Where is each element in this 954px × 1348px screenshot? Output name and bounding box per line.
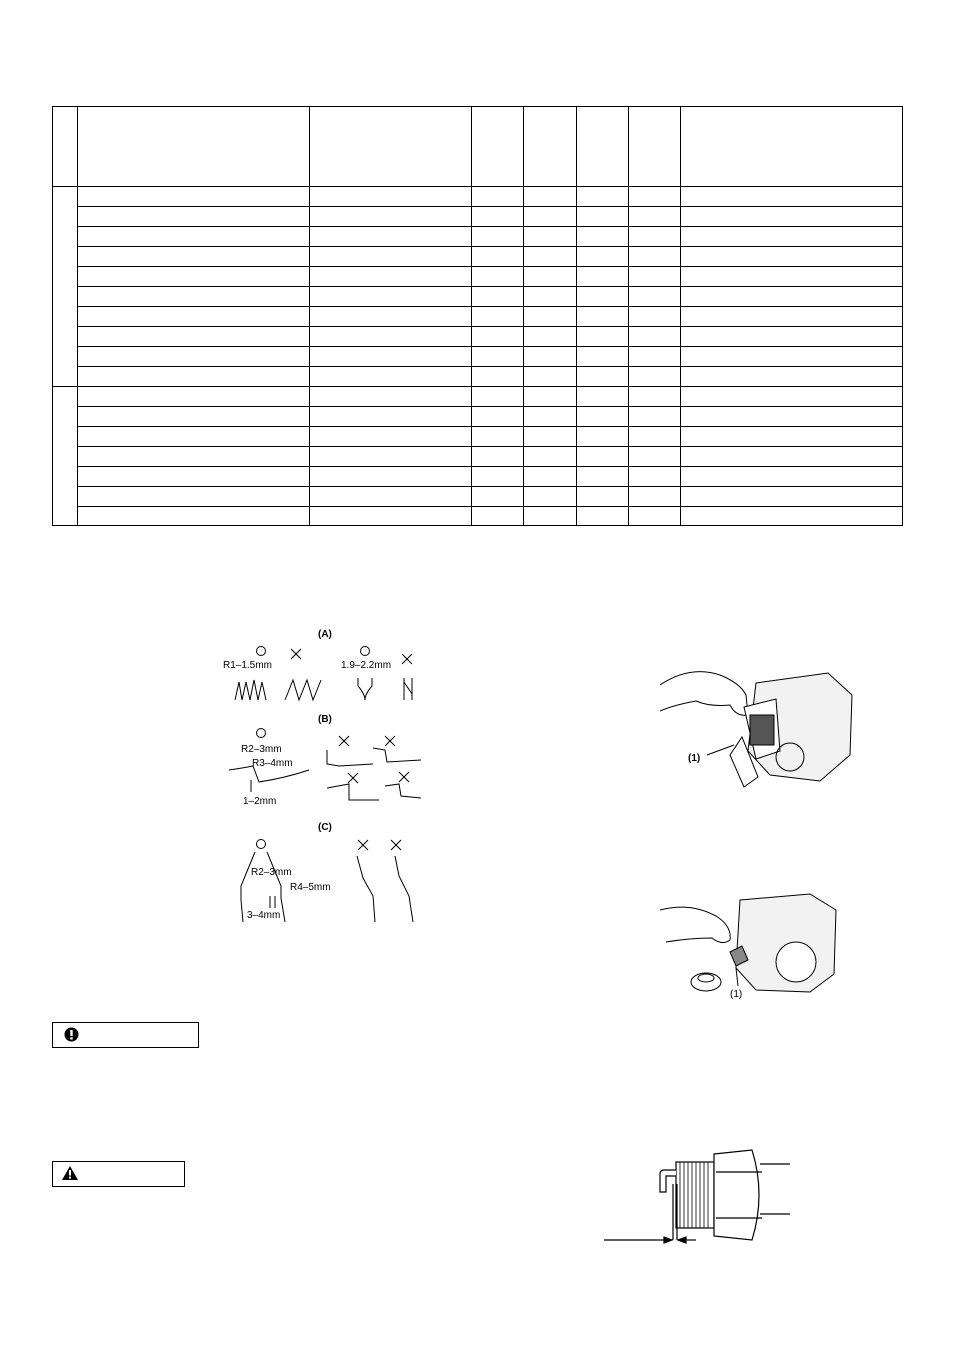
air-filter-callout: (1) [688, 753, 701, 764]
b-radius1-label: R2–3mm [241, 744, 282, 755]
tooth-top-incorrect [357, 856, 375, 922]
group-cell [53, 387, 78, 526]
spark-plug-hex-nut [714, 1150, 759, 1240]
hand-sketch [660, 672, 748, 716]
callout-leader-line [707, 745, 734, 755]
depth-gauge-correct [358, 678, 372, 700]
caution-notice-box [52, 1022, 199, 1048]
table-header-cell [53, 107, 78, 187]
spark-plug-gap-diagram [600, 1140, 800, 1255]
table-header-cell [78, 107, 310, 187]
b-depth-label: 1–2mm [243, 796, 277, 807]
table-header-cell [524, 107, 577, 187]
table-row [53, 267, 903, 287]
filter-element-sketch [750, 715, 774, 745]
tooth-side-incorrect [385, 784, 421, 798]
hand-sketch [660, 907, 730, 942]
tooth-side-incorrect [327, 750, 373, 766]
gap-arrow-icon [664, 1237, 672, 1243]
correct-mark-icon [257, 647, 266, 656]
correct-mark-icon [257, 729, 266, 738]
maintenance-table [52, 106, 903, 526]
table-header-cell [310, 107, 472, 187]
table-row [53, 407, 903, 427]
c-width-label: 3–4mm [247, 910, 281, 921]
table-header-cell [629, 107, 681, 187]
correct-mark-icon [361, 647, 370, 656]
table-row [53, 347, 903, 367]
table-header-cell [472, 107, 524, 187]
warning-triangle-icon [61, 1165, 79, 1181]
callout-leader-line [736, 968, 738, 986]
warning-notice-box [52, 1161, 185, 1187]
fuel-filter-removal-illustration [660, 880, 845, 1005]
correct-mark-icon [257, 840, 266, 849]
table-row [53, 487, 903, 507]
incorrect-mark-icon [402, 654, 412, 664]
c-radius2-label: R4–5mm [290, 882, 331, 893]
table-row [53, 287, 903, 307]
gap-arrow-icon [678, 1237, 686, 1243]
table-row [53, 247, 903, 267]
table-row [53, 227, 903, 247]
incorrect-mark-icon [339, 736, 349, 746]
incorrect-mark-icon [391, 840, 401, 850]
tooth-side-incorrect [327, 784, 379, 800]
table-row [53, 367, 903, 387]
incorrect-mark-icon [348, 773, 358, 783]
c-radius1-label: R2–3mm [251, 867, 292, 878]
air-filter-removal-illustration [660, 655, 860, 795]
b-radius2-label: R3–4mm [252, 758, 293, 769]
table-header-cell [681, 107, 903, 187]
table-header-cell [577, 107, 629, 187]
group-cell [53, 187, 78, 387]
table-row [53, 307, 903, 327]
label-b: (B) [318, 714, 332, 725]
a-radius-label: R1–1.5mm [223, 660, 272, 671]
tooth-top-incorrect [395, 856, 413, 922]
table-row [53, 387, 903, 407]
table-row [53, 447, 903, 467]
tooth-profile-correct [235, 680, 266, 700]
label-c: (C) [318, 822, 332, 833]
tooth-side-incorrect [373, 748, 421, 762]
label-a: (A) [318, 629, 332, 640]
tooth-profile-incorrect [285, 680, 321, 700]
fuel-filter-callout: (1) [730, 989, 743, 1000]
table-row [53, 467, 903, 487]
depth-gauge-incorrect [404, 678, 412, 700]
table-row [53, 187, 903, 207]
incorrect-mark-icon [399, 772, 409, 782]
incorrect-mark-icon [385, 736, 395, 746]
exclamation-circle-icon [64, 1027, 79, 1042]
a-width-label: 1.9–2.2mm [341, 660, 392, 671]
table-row [53, 207, 903, 227]
incorrect-mark-icon [358, 840, 368, 850]
engine-part-sketch [776, 942, 816, 982]
saw-chain-filing-diagram [215, 620, 430, 925]
table-header-row [53, 107, 903, 187]
table-row [53, 427, 903, 447]
incorrect-mark-icon [291, 649, 301, 659]
table-row [53, 327, 903, 347]
table-row [53, 507, 903, 526]
